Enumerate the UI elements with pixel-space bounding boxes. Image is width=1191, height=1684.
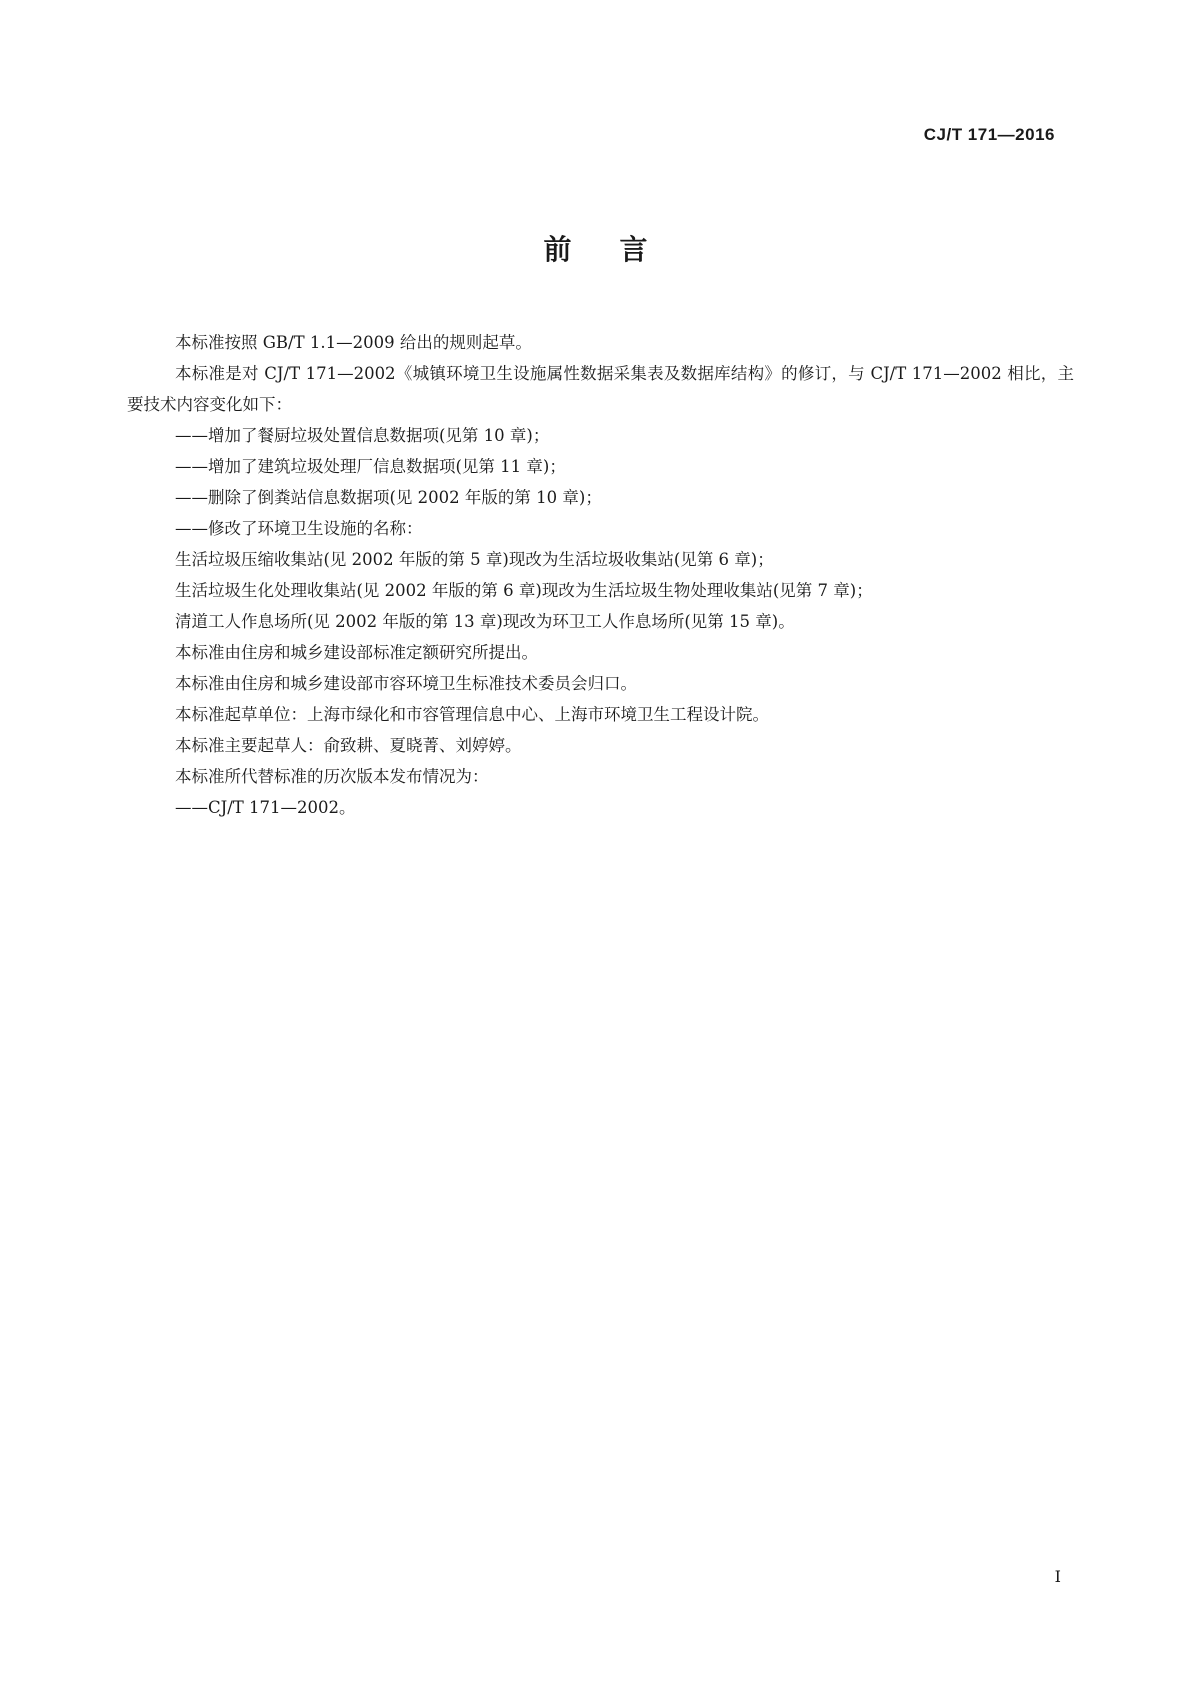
preface-paragraph: 本标准所代替标准的历次版本发布情况为： [175,767,489,786]
previous-edition-item: ——CJ/T 171—2002。 [175,798,356,817]
preface-paragraph: 本标准由住房和城乡建设部市容环境卫生标准技术委员会归口。 [175,674,637,693]
change-list-item: ——增加了建筑垃圾处理厂信息数据项(见第 11 章)； [175,457,566,476]
rename-detail: 生活垃圾生化处理收集站(见 2002 年版的第 6 章)现改为生活垃圾生物处理收集站(见第 7 章)； [175,581,873,600]
change-list-item: ——修改了环境卫生设施的名称： [175,519,423,538]
rename-detail: 清道工人作息场所(见 2002 年版的第 13 章)现改为环卫工人作息场所(见第 15 章)。 [175,612,795,631]
preface-paragraph: 本标准主要起草人：俞致耕、夏晓菁、刘婷婷。 [175,736,522,755]
preface-paragraph: 本标准由住房和城乡建设部标准定额研究所提出。 [175,643,538,662]
standard-code: CJ/T 171—2016 [923,125,1055,144]
change-list-item: ——删除了倒粪站信息数据项(见 2002 年版的第 10 章)； [175,488,602,507]
page-title: 前言 [543,233,696,266]
preface-paragraph: 本标准按照 GB/T 1.1—2009 给出的规则起草。 [175,333,532,352]
preface-paragraph: 本标准起草单位：上海市绿化和市容管理信息中心、上海市环境卫生工程设计院。 [175,705,769,724]
preface-paragraph: 本标准是对 CJ/T 171—2002《城镇环境卫生设施属性数据采集表及数据库结构》的修订，与 CJ/T 171—2002 相比，主要技术内容变化如下： [127,364,1074,414]
preface-body [127,327,1074,823]
page-number: I [1054,1567,1061,1586]
rename-detail: 生活垃圾压缩收集站(见 2002 年版的第 5 章)现改为生活垃圾收集站(见第 6 章)； [175,550,774,569]
change-list-item: ——增加了餐厨垃圾处置信息数据项(见第 10 章)； [175,426,550,445]
